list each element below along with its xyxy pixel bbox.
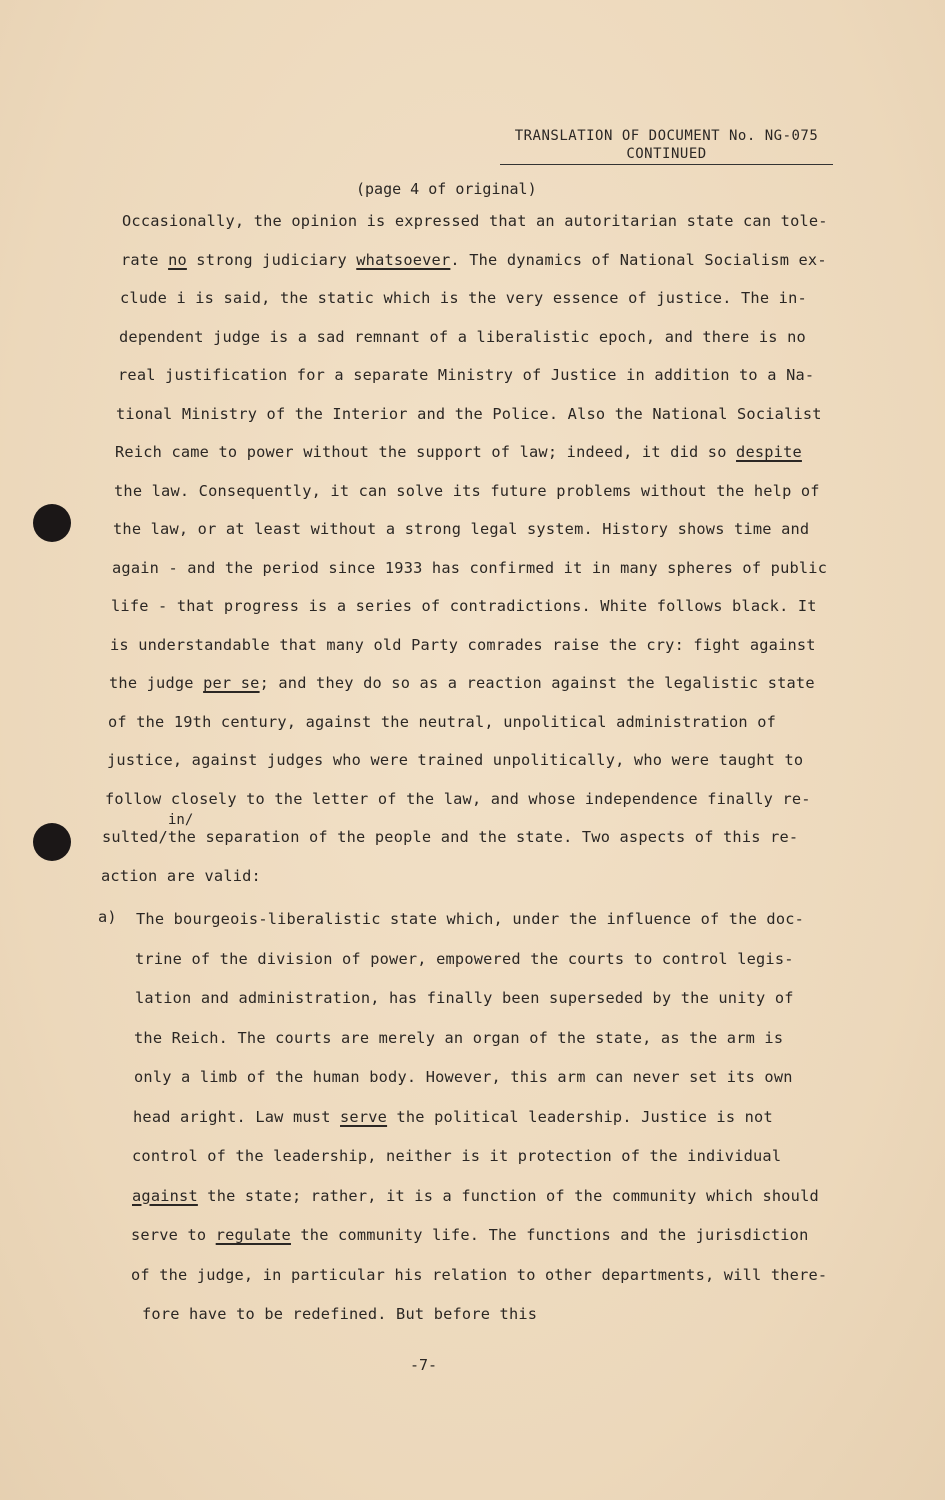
text-line	[109, 674, 815, 692]
line-text: the judge	[109, 674, 204, 692]
item-a-marker: a)	[98, 908, 117, 926]
text-line	[101, 867, 261, 885]
line-text: justice, against judges who were trained unpolitically, who were taught to	[107, 751, 804, 769]
line-text: dependent judge is a sad remnant of a liberalistic epoch, and there is no	[119, 327, 806, 346]
underlined-text: per se	[203, 674, 260, 692]
line-text: serve to	[131, 1226, 216, 1244]
text-line	[132, 1147, 781, 1165]
text-line	[112, 559, 827, 577]
underlined-text: whatsoever	[356, 250, 451, 269]
text-line	[133, 1108, 773, 1126]
line-text: the state; rather, it is a function of the community which should	[197, 1186, 819, 1205]
document-header	[500, 126, 833, 165]
underlined-text: against	[132, 1186, 198, 1205]
text-line	[105, 790, 811, 808]
text-line	[116, 405, 822, 423]
line-text: life - that progress is a series of contradictions. White follows black. It	[111, 597, 817, 615]
underlined-text: no	[168, 250, 187, 269]
line-text: fore have to be redefined. But before this	[142, 1305, 538, 1323]
text-line	[114, 482, 820, 500]
line-text: the Reich. The courts are merely an organ of the state, as the arm is	[134, 1028, 784, 1047]
text-line	[121, 251, 827, 269]
text-line	[113, 520, 809, 538]
header-continued: CONTINUED	[500, 146, 833, 165]
text-line	[135, 950, 794, 968]
line-text: only a limb of the human body. However, this arm can never set its own	[134, 1068, 793, 1086]
line-text: the political leadership. Justice is not	[387, 1107, 773, 1126]
line-text: control of the leadership, neither is it protection of the individual	[132, 1147, 782, 1165]
line-text: Occasionally, the opinion is expressed that an autoritarian state can tole-	[122, 212, 828, 230]
text-line	[134, 1068, 793, 1086]
text-line	[110, 636, 816, 654]
page-reference: (page 4 of original)	[356, 180, 537, 198]
text-line	[115, 443, 802, 461]
text-line	[136, 910, 804, 928]
underlined-text: serve	[340, 1107, 388, 1126]
page-number: -7-	[410, 1356, 438, 1374]
line-text: The bourgeois-liberalistic state which, under the influence of the doc-	[136, 910, 805, 928]
punch-hole	[33, 823, 71, 861]
line-text: real justification for a separate Ministry of Justice in addition to a Na-	[118, 366, 815, 384]
line-text: tional Ministry of the Interior and the Police. Also the National Socialist	[116, 404, 822, 423]
text-line	[131, 1266, 827, 1284]
line-text: Reich came to power without the support of law; indeed, it did so	[115, 443, 737, 461]
text-line	[132, 1187, 819, 1205]
line-text: trine of the division of power, empowered the courts to control legis-	[135, 949, 794, 968]
line-text: follow closely to the letter of the law, and whose independence finally re-	[105, 789, 811, 808]
text-line	[135, 989, 794, 1007]
line-text: clude i is said, the static which is the very essence of justice. The in-	[120, 289, 807, 307]
text-line	[119, 328, 806, 346]
underlined-text: regulate	[215, 1226, 291, 1244]
text-line	[102, 828, 798, 846]
text-line	[108, 713, 776, 731]
text-line	[142, 1305, 537, 1323]
punch-hole	[33, 504, 71, 542]
text-line	[134, 1029, 783, 1047]
handwritten-insertion: in/	[168, 812, 194, 828]
line-text: is understandable that many old Party comrades raise the cry: fight against	[110, 635, 816, 654]
line-text: of the 19th century, against the neutral, unpolitical administration of	[108, 712, 777, 731]
text-line	[122, 212, 828, 230]
text-line	[107, 751, 803, 769]
line-text: of the judge, in particular his relation to other departments, will there-	[131, 1265, 828, 1284]
line-text: lation and administration, has finally been superseded by the unity of	[135, 989, 794, 1007]
text-line	[131, 1226, 809, 1244]
line-text: the law, or at least without a strong legal system. History shows time and	[113, 520, 810, 538]
line-text: the law. Consequently, it can solve its future problems without the help of	[114, 481, 820, 500]
line-text: action are valid:	[101, 866, 261, 885]
line-text: the community life. The functions and the jurisdiction	[290, 1226, 809, 1244]
line-text: again - and the period since 1933 has confirmed it in many spheres of public	[112, 558, 828, 577]
text-line	[118, 366, 814, 384]
line-text: sulted/the separation of the people and the state. Two aspects of this re-	[102, 828, 799, 846]
line-text: head aright. Law must	[133, 1107, 341, 1126]
text-line	[111, 597, 817, 615]
line-text: rate	[121, 250, 169, 269]
header-title: TRANSLATION OF DOCUMENT No. NG-075	[514, 128, 819, 144]
line-text: . The dynamics of National Socialism ex-	[450, 250, 827, 269]
line-text: ; and they do so as a reaction against the legalistic state	[259, 674, 815, 692]
line-text: strong judiciary	[186, 250, 357, 269]
text-line	[120, 289, 807, 307]
underlined-text: despite	[736, 443, 802, 461]
